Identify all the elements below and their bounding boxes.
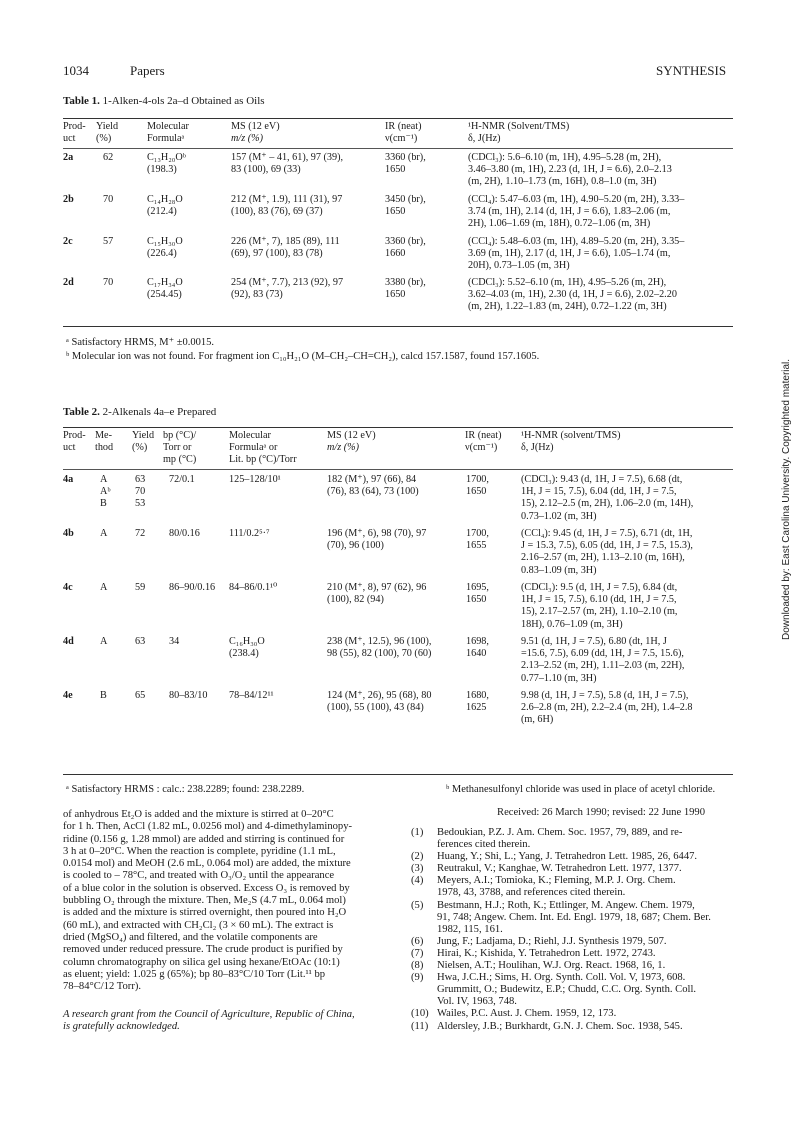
formula-text: C₁₇H₃₄O [147, 277, 183, 288]
ir-cell [466, 636, 489, 660]
nmr-line: 2.16–2.57 (m, 2H), 1.13–2.10 (m, 16H), [521, 552, 685, 564]
ir-line: 1640 [466, 648, 487, 660]
yield-cell [135, 582, 145, 594]
table-row [63, 236, 733, 276]
table2-head-ms: MS (12 eV) m/z (%) [327, 430, 376, 453]
ms-line: (100), 83 (76), 69 (37) [231, 206, 323, 218]
nmr-cell [521, 636, 684, 685]
ms-line: 157 (M⁺ – 41, 61), 97 (39), [231, 152, 344, 163]
formula-line: 111/0.2⁵·⁷ [229, 528, 270, 539]
table-row [63, 194, 733, 234]
molecular-weight: (226.4) [147, 248, 177, 260]
ir-line: 3360 (br), [385, 236, 426, 247]
text-line: removed under reduced pressure. The crude product is purified by [63, 944, 343, 956]
nmr-line: 1H, J = 15, 7.5), 6.04 (dd, 1H, J = 7.5, [521, 486, 677, 498]
ms-cell [327, 582, 426, 606]
ir-cell [466, 528, 489, 552]
method-cell [100, 528, 107, 540]
nmr-line: 15), 2.17–2.57 (m, 2H), 1.10–2.10 (m, [521, 606, 678, 618]
ms-line: 83 (100), 69 (33) [231, 164, 301, 176]
yield-value: 70 [135, 486, 146, 498]
nmr-line: 9.51 (d, 1H, J = 7.5), 6.80 (dt, 1H, J [521, 636, 667, 647]
method-value: A [100, 582, 108, 593]
reference-line: Nielsen, A.T.; Houlihan, W.J. Org. React. 1968, 16, 1. [437, 960, 666, 972]
formula-line: 78–84/12¹¹ [229, 690, 274, 701]
nmr-line: (m, 6H) [521, 714, 554, 726]
product-id: 4b [63, 528, 74, 539]
table1-body [63, 152, 733, 316]
ms-line: 226 (M⁺, 7), 185 (89), 111 [231, 236, 340, 247]
reference-line: ferences cited therein. [437, 839, 531, 851]
method-cell [100, 582, 107, 594]
table-row [63, 636, 733, 688]
reference-number: (5) [411, 899, 424, 911]
nmr-line: 3.69 (m, 1H), 2.17 (d, 1H, J = 6.6), 1.05–1.74 (m, [468, 248, 671, 260]
method-value: Aᵇ [100, 486, 111, 498]
product-id: 4c [63, 582, 73, 593]
reference-item [411, 936, 741, 948]
nmr-line: 3.62–4.03 (m, 1H), 2.30 (d, 1H, J = 6.6), 2.02–2.20 [468, 289, 677, 301]
method-cell [100, 636, 107, 648]
ms-line: 254 (M⁺, 7.7), 213 (92), 97 [231, 277, 344, 288]
method-value: B [100, 498, 107, 510]
table2-head-prod: Prod- uct [63, 430, 86, 453]
reference-number: (10) [411, 1008, 429, 1020]
table2-caption [63, 406, 216, 418]
nmr-line: 0.83–1.09 (m, 3H) [521, 564, 597, 576]
product-id: 2c [63, 236, 73, 247]
references-list [411, 827, 741, 1033]
ms-cell [231, 236, 340, 260]
text-line: 3 h at 0–20°C. When the reaction is complete, pyridine (1.1 mL, [63, 845, 336, 857]
ir-cell [385, 236, 426, 260]
nmr-cell [521, 474, 693, 523]
bp-value: 34 [169, 636, 180, 647]
reference-line: Vol. IV, 1963, 748. [437, 996, 517, 1008]
section-label: Papers [130, 63, 165, 78]
ir-line: 3360 (br), [385, 152, 426, 163]
formula-cell [147, 236, 183, 260]
method-value: A [100, 474, 108, 485]
nmr-cell [468, 194, 684, 231]
formula-cell [229, 582, 277, 594]
formula-line: 125–128/10¹ [229, 474, 281, 485]
reference-line: 1978, 43, 3788, and references cited therein. [437, 887, 626, 899]
table2-body [63, 474, 733, 774]
yield-cell [135, 636, 145, 648]
table1-top-rule [63, 118, 733, 119]
reference-line: Wailes, P.C. Aust. J. Chem. 1959, 12, 173. [437, 1008, 617, 1020]
text-line: is added and the mixture is stirred overnight, then poured into H₂O [63, 907, 347, 919]
nmr-line: (CCl₄): 5.48–6.03 (m, 1H), 4.89–5.20 (m, 2H), 3.35– [468, 236, 685, 247]
text-line: as eluent; yield: 1.025 g (65%); bp 80–83°C/10 Torr (Lit.¹¹ bp [63, 968, 326, 980]
text-line: bubbling O₂ through the mixture. Then, Me₂S (4.7 mL, 0.064 mol) [63, 895, 346, 907]
ms-line: (76), 83 (64), 73 (100) [327, 486, 419, 498]
ir-line: 1650 [385, 206, 406, 218]
reference-item [411, 1021, 741, 1033]
reference-number: (6) [411, 935, 424, 947]
text-line: dried (MgSO₄) and filtered, and the volatile components are [63, 931, 318, 943]
ms-cell [231, 152, 343, 176]
method-cell [100, 690, 107, 702]
table1-footnote-b: ᵇ Molecular ion was not found. For fragment ion C₁₀H₂₁O (M–CH₂–CH=CH₂), calcd 157.1587, found 157.1605. [66, 351, 540, 362]
nmr-line: (CDCl₃): 9.5 (d, 1H, J = 7.5), 6.84 (dt, [521, 582, 678, 593]
reference-item [411, 851, 741, 863]
reference-item [411, 827, 741, 851]
ms-line: 210 (M⁺, 8), 97 (62), 96 [327, 582, 427, 593]
text-line: for 1 h. Then, AcCl (1.82 mL, 0.0256 mol) and 4-dimethylaminopy- [63, 821, 353, 833]
method-value: B [100, 690, 107, 701]
bp-value: 86–90/0.16 [169, 582, 216, 593]
ir-cell [466, 690, 489, 714]
product-id: 2b [63, 194, 74, 205]
ms-cell [327, 690, 431, 714]
nmr-line: 0.77–1.10 (m, 3H) [521, 672, 597, 684]
reference-item [411, 948, 741, 960]
formula-cell [147, 152, 186, 176]
reference-line: 1982, 115, 161. [437, 923, 503, 935]
ms-cell [327, 528, 426, 552]
formula-text: C₁₄H₂₈O [147, 194, 183, 205]
table-row [63, 152, 733, 192]
text-line: of a blue color in the solution is observed. Excess O₃ is removed by [63, 882, 350, 894]
ir-line: 1700, [466, 528, 489, 539]
ms-cell [327, 636, 431, 660]
table2-caption-text: 2-Alkenals 4a–e Prepared [102, 406, 217, 418]
reference-number: (1) [411, 827, 424, 838]
nmr-line: 2.13–2.52 (m, 2H), 1.11–2.03 (m, 22H), [521, 660, 685, 672]
table2-head-bp: bp (°C)/ Torr or mp (°C) [163, 430, 197, 465]
product-id: 2d [63, 277, 74, 288]
ir-cell [466, 582, 489, 606]
download-side-note: Downloaded by: East Carolina University. Copyrighted material. [781, 358, 792, 640]
journal-name: SYNTHESIS [656, 63, 727, 78]
nmr-line: 18H), 0.76–1.09 (m, 3H) [521, 618, 623, 630]
formula-line: C₁₆H₃₀O [229, 636, 265, 647]
nmr-line: (m, 2H), 1.10–1.73 (m, 16H), 0.8–1.0 (m, 3H) [468, 176, 657, 188]
nmr-line: (CDCl₃): 5.52–6.10 (m, 1H), 4.95–5.26 (m, 2H), [468, 277, 667, 288]
formula-text: C₁₅H₃₀O [147, 236, 183, 247]
text-line: column chromatography on silica gel using hexane/EtOAc (10:1) [63, 956, 340, 968]
ir-line: 1698, [466, 636, 489, 647]
nmr-line: (CDCl₃): 9.43 (d, 1H, J = 7.5), 6.68 (dt, [521, 474, 683, 485]
reference-number: (4) [411, 875, 424, 887]
formula-cell [147, 277, 183, 301]
ir-line: 1655 [466, 540, 487, 552]
ir-cell [466, 474, 489, 498]
ms-line: 98 (55), 82 (100), 70 (60) [327, 648, 432, 660]
nmr-line: 3.46–3.80 (m, 1H), 2.23 (d, 1H, J = 6.6), 2.0–2.13 [468, 164, 672, 176]
table1-bottom-rule [63, 326, 733, 327]
yield-cell [135, 528, 145, 540]
table1-head-rule [63, 148, 733, 149]
ms-cell [231, 194, 342, 218]
ms-line: 124 (M⁺, 26), 95 (68), 80 [327, 690, 432, 701]
reference-number: (2) [411, 851, 424, 863]
molecular-weight: (198.3) [147, 164, 177, 176]
yield-value: 63 [135, 474, 146, 485]
ir-line: 3380 (br), [385, 277, 426, 288]
reference-line: Hirai, K.; Kishida, Y. Tetrahedron Lett. 1972, 2743. [437, 947, 656, 959]
text-line: is gratefully acknowledged. [63, 1021, 180, 1033]
table2-footnote-a: ᵃ Satisfactory HRMS : calc.: 238.2289; found: 238.2289. [66, 784, 305, 795]
reference-line: Aldersley, J.B.; Burkhardt, G.N. J. Chem. Soc. 1938, 545. [437, 1020, 683, 1032]
ms-line: (100), 55 (100), 43 (84) [327, 702, 424, 714]
table1-caption [63, 95, 265, 107]
received-date: Received: 26 March 1990; revised: 22 June 1990 [497, 807, 706, 818]
table2-head-method: Me- thod [95, 430, 114, 453]
ir-line: 1625 [466, 702, 487, 714]
reference-number: (3) [411, 863, 424, 875]
table-row [63, 582, 733, 634]
nmr-line: (CDCl₃): 5.6–6.10 (m, 1H), 4.95–5.28 (m, 2H), [468, 152, 662, 163]
table1-caption-label: Table 1. [63, 95, 100, 107]
ir-line: 1700, [466, 474, 489, 485]
nmr-cell [468, 236, 684, 273]
yield-value: 57 [103, 236, 114, 247]
nmr-line: (CCl₄): 5.47–6.03 (m, 1H), 4.90–5.20 (m, 2H), 3.33– [468, 194, 685, 205]
text-line: 78–84°C/12 Torr). [63, 981, 142, 993]
formula-cell [229, 474, 281, 486]
table2-top-rule [63, 427, 733, 428]
bp-value: 80–83/10 [169, 690, 208, 701]
product-id: 4a [63, 474, 74, 485]
table2-head-yield: Yield (%) [132, 430, 155, 453]
nmr-line: 0.73–1.02 (m, 3H) [521, 510, 597, 522]
ms-line: (92), 83 (73) [231, 289, 283, 301]
nmr-line: =15.6, 7.5), 6.09 (dd, 1H, J = 7.5, 15.6), [521, 648, 684, 660]
reference-line: Bedoukian, P.Z. J. Am. Chem. Soc. 1957, 79, 889, and re- [437, 827, 683, 838]
reference-line: Reutrakul, V.; Kanghae, W. Tetrahedron Lett. 1977, 1377. [437, 863, 682, 875]
experimental-text [63, 809, 390, 993]
yield-value: 70 [103, 277, 114, 288]
text-line: A research grant from the Council of Agriculture, Republic of China, [63, 1009, 355, 1020]
ms-line: (69), 97 (100), 83 (78) [231, 248, 323, 260]
table2-head-formula: Molecular Formulaᵃ or Lit. bp (°C)/Torr [229, 430, 297, 465]
ms-line: (70), 96 (100) [327, 540, 384, 552]
nmr-cell [468, 152, 672, 189]
ir-cell [385, 277, 426, 301]
ms-line: (100), 82 (94) [327, 594, 384, 606]
reference-line: Grummitt, O.; Budewitz, E.P.; Chudd, C.C. Org. Synth. Coll. [437, 984, 697, 996]
formula-line: (238.4) [229, 648, 259, 660]
ir-cell [385, 152, 426, 176]
ir-line: 1650 [385, 164, 406, 176]
formula-cell [229, 690, 274, 702]
ms-line: 212 (M⁺, 1.9), 111 (31), 97 [231, 194, 343, 205]
yield-value: 65 [135, 690, 146, 701]
ms-line: 196 (M⁺, 6), 98 (70), 97 [327, 528, 427, 539]
nmr-line: 9.98 (d, 1H, J = 7.5), 5.8 (d, 1H, J = 7.5), [521, 690, 689, 701]
product-id: 4e [63, 690, 73, 701]
ms-cell [231, 277, 343, 301]
reference-line: Jung, F.; Ladjama, D.; Riehl, J.J. Synthesis 1979, 507. [437, 935, 667, 947]
nmr-line: J = 15.3, 7.5), 6.05 (dd, 1H, J = 7.5, 15.3), [521, 540, 693, 552]
reference-number: (7) [411, 947, 424, 959]
text-line: is cooled to – 78°C, and treated with O₃/O₂ until the appearance [63, 870, 335, 882]
ms-line: 238 (M⁺, 12.5), 96 (100), [327, 636, 432, 647]
formula-line: 84–86/0.1¹⁰ [229, 582, 278, 593]
yield-value: 59 [135, 582, 146, 593]
table1-head-prod: Prod- uct [63, 121, 86, 144]
reference-item [411, 863, 741, 875]
reference-number: (9) [411, 972, 424, 984]
table1-head-nmr: ¹H-NMR (Solvent/TMS) δ, J(Hz) [468, 121, 570, 144]
ms-line: 182 (M⁺), 97 (66), 84 [327, 474, 417, 485]
table1-head-ms: MS (12 eV) m/z (%) [231, 121, 280, 144]
reference-line: Huang, Y.; Shi, L.; Yang, J. Tetrahedron Lett. 1985, 26, 6447. [437, 851, 698, 863]
reference-item [411, 875, 741, 899]
reference-number: (8) [411, 960, 424, 972]
reference-line: Hwa, J.C.H.; Sims, H. Org. Synth. Coll. Vol. V, 1973, 608. [437, 972, 686, 984]
yield-cell [135, 474, 145, 511]
ir-line: 1660 [385, 248, 406, 260]
table-row [63, 474, 733, 526]
nmr-cell [521, 690, 692, 727]
table2-caption-label: Table 2. [63, 406, 100, 418]
reference-line: Bestmann, H.J.; Roth, K.; Ettlinger, M. Angew. Chem. 1979, [437, 899, 695, 911]
nmr-line: 1H, J = 15, 7.5), 6.10 (dd, 1H, J = 7.5, [521, 594, 677, 606]
product-id: 4d [63, 636, 74, 647]
nmr-line: 2.6–2.8 (m, 2H), 2.2–2.4 (m, 2H), 1.4–2.8 [521, 702, 693, 714]
bp-value: 72/0.1 [169, 474, 195, 485]
yield-value: 63 [135, 636, 146, 647]
ir-line: 3450 (br), [385, 194, 426, 205]
table-row [63, 277, 733, 317]
table2-head-ir: IR (neat) ν(cm⁻¹) [465, 430, 502, 453]
ir-line: 1650 [466, 486, 487, 498]
text-line: (60 mL), and extracted with CH₂Cl₂ (3 × 60 mL). The extract is [63, 919, 334, 931]
reference-item [411, 900, 741, 936]
table2-bottom-rule [63, 774, 733, 775]
reference-item [411, 960, 741, 972]
method-value: A [100, 528, 108, 539]
yield-value: 70 [103, 194, 114, 205]
nmr-line: 2H), 1.06–1.69 (m, 18H), 0.72–1.06 (m, 3H) [468, 218, 651, 230]
table1-head-formula: Molecular Formulaᵃ [147, 121, 189, 144]
nmr-line: (m, 2H), 1.22–1.83 (m, 24H), 0.72–1.22 (m, 3H) [468, 301, 667, 313]
ms-cell [327, 474, 419, 498]
yield-value: 72 [135, 528, 146, 539]
ir-line: 1695, [466, 582, 489, 593]
table2-head-rule [63, 469, 733, 470]
ir-line: 1650 [466, 594, 487, 606]
page-number: 1034 [63, 63, 89, 78]
nmr-cell [521, 528, 693, 577]
table-row [63, 690, 733, 742]
nmr-line: 20H), 0.73–1.05 (m, 3H) [468, 260, 570, 272]
bp-value: 80/0.16 [169, 528, 200, 539]
reference-line: 91, 748; Angew. Chem. Int. Ed. Engl. 1979, 18, 687; Chem. Ber. [437, 911, 711, 923]
table2-footnote-b: ᵇ Methanesulfonyl chloride was used in place of acetyl chloride. [446, 784, 716, 795]
method-cell [100, 474, 111, 511]
nmr-cell [468, 277, 677, 314]
acknowledgement [63, 1009, 390, 1034]
product-id: 2a [63, 152, 74, 163]
nmr-cell [521, 582, 677, 631]
yield-value: 53 [135, 498, 146, 510]
nmr-line: 15), 2.12–2.5 (m, 2H), 1.06–2.0 (m, 14H), [521, 498, 694, 510]
table2-head-nmr: ¹H-NMR (solvent/TMS) δ, J(Hz) [521, 430, 621, 453]
molecular-weight: (212.4) [147, 206, 177, 218]
ir-cell [385, 194, 426, 218]
formula-cell [147, 194, 183, 218]
method-value: A [100, 636, 108, 647]
table1-head-yield: Yield (%) [96, 121, 119, 144]
text-line: 0.0154 mol) and MeOH (2.6 mL, 0.064 mol) are added, the mixture [63, 858, 351, 870]
reference-item [411, 1008, 741, 1020]
reference-number: (11) [411, 1020, 429, 1032]
table1-head-ir: IR (neat) ν(cm⁻¹) [385, 121, 422, 144]
table-row [63, 528, 733, 580]
ir-line: 1650 [385, 289, 406, 301]
nmr-line: 3.74 (m, 1H), 2.14 (d, 1H, J = 6.6), 1.83–2.06 (m, [468, 206, 671, 218]
text-line: ridine (0.156 g, 1.28 mmol) are added and stirring is continued for [63, 833, 345, 845]
molecular-weight: (254.45) [147, 289, 182, 301]
reference-line: Meyers, A.I.; Tomioka, K.; Fleming, M.P. J. Org. Chem. [437, 875, 676, 887]
yield-value: 62 [103, 152, 114, 163]
text-line: of anhydrous Et₂O is added and the mixture is stirred at 0–20°C [63, 809, 334, 820]
yield-cell [135, 690, 145, 702]
reference-item [411, 972, 741, 1008]
nmr-line: (CCl₄): 9.45 (d, 1H, J = 7.5), 6.71 (dt, 1H, [521, 528, 693, 539]
formula-cell [229, 636, 265, 660]
ir-line: 1680, [466, 690, 489, 701]
formula-cell [229, 528, 270, 540]
table1-caption-text: 1-Alken-4-ols 2a–d Obtained as Oils [102, 95, 265, 107]
formula-text: C₁₃H₂₀Oᵇ [147, 152, 186, 163]
table1-footnote-a: ᵃ Satisfactory HRMS, M⁺ ±0.0015. [66, 337, 215, 348]
